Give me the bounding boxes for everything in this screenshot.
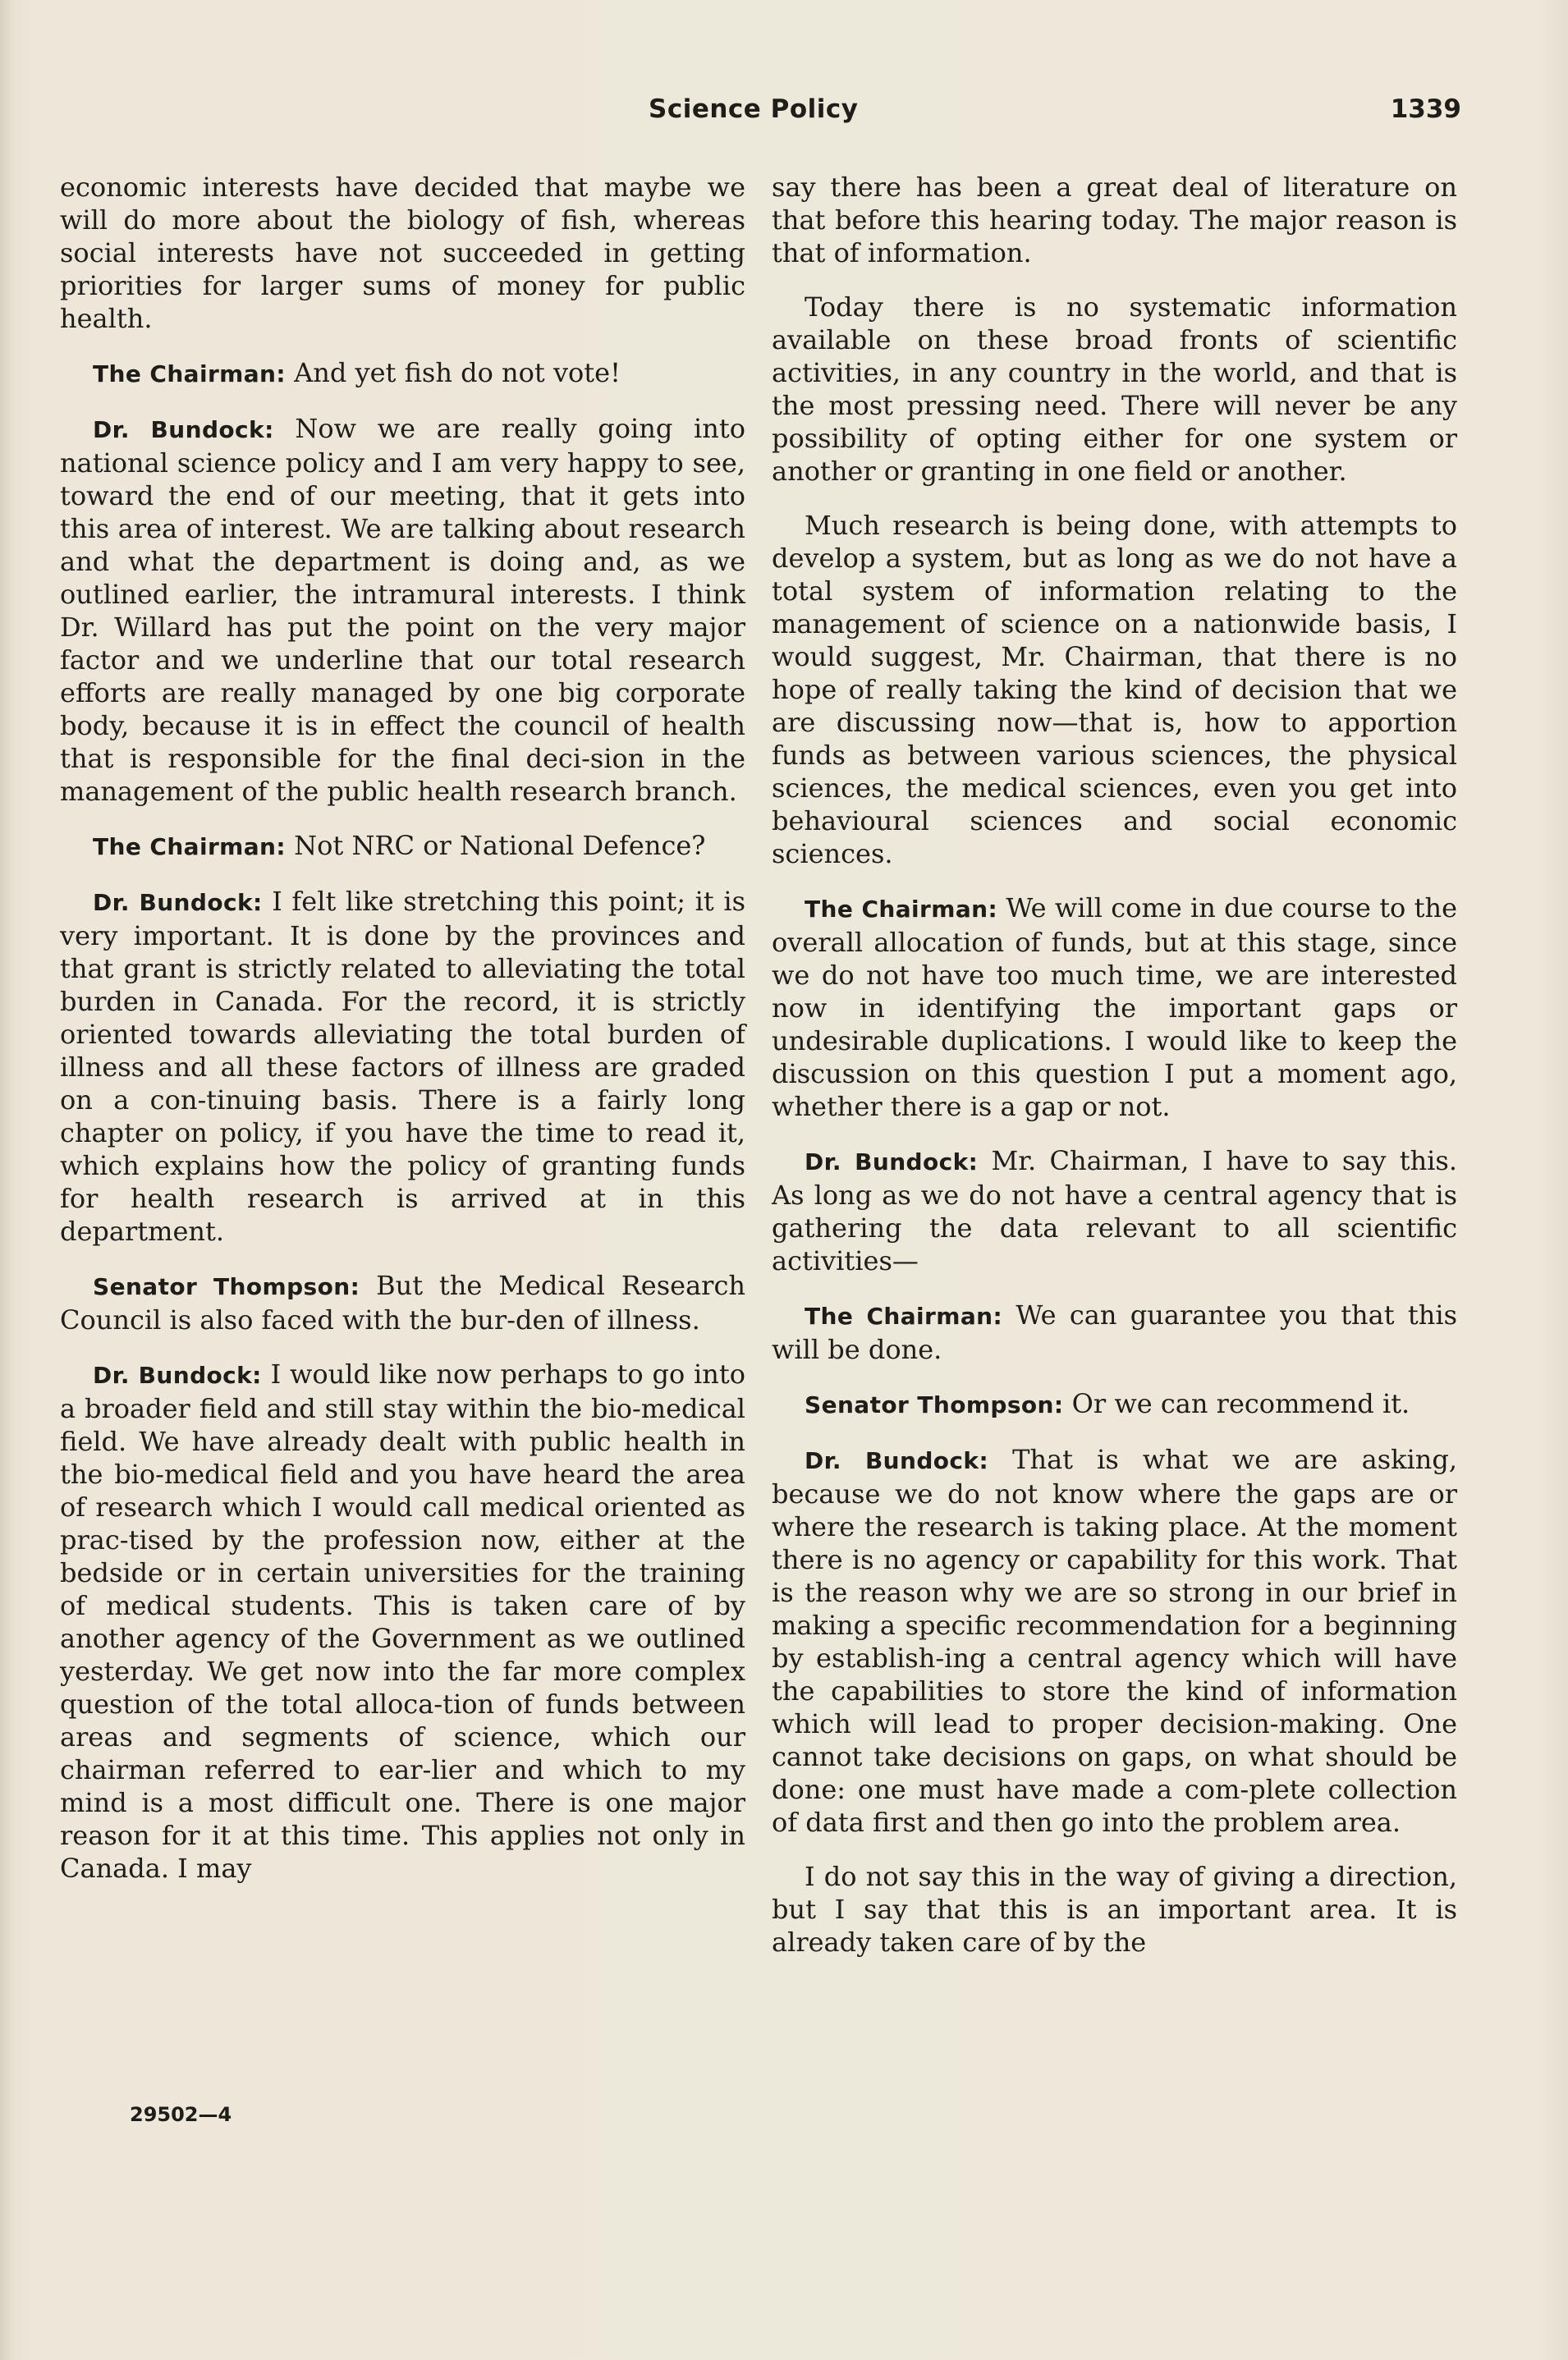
- speaker-label: Dr. Bundock:: [93, 889, 263, 916]
- speaker-label: Dr. Bundock:: [805, 1447, 989, 1474]
- paragraph: [772, 1387, 1457, 1422]
- speaker-label: The Chairman:: [93, 360, 286, 387]
- left-column: [60, 171, 745, 1906]
- footer-code: 29502—4: [130, 2103, 232, 2126]
- paragraph: [60, 412, 745, 808]
- page-number: 1339: [1390, 94, 1461, 124]
- paragraph-text: That is what we are asking, because we do not know where the gaps are or where the research is taking place. At the moment there is no agency or capability for this work. That is the reason why we are so strong in our brief in making a specific recommendation for a beginning by establish-ing a central agency which will have the capabilities to store the kind of information which will lead to proper decision-making. One cannot take decisions on gaps, on what should be done: one must have made a com-plete collection of data first and then go into the problem area.: [772, 1444, 1458, 1838]
- speaker-label: The Chairman:: [93, 833, 286, 860]
- paragraph: [772, 1860, 1457, 1959]
- paragraph: [772, 891, 1457, 1123]
- paragraph-text: Not NRC or National Defence?: [294, 830, 706, 861]
- paragraph: [60, 1269, 745, 1336]
- paragraph-text: But the Medical Research Council is also faced with the bur-den of illness.: [60, 1270, 746, 1336]
- paragraph-text: We can guarantee you that this will be done.: [772, 1299, 1458, 1365]
- speaker-label: Senator Thompson:: [805, 1391, 1064, 1418]
- speaker-label: Senator Thompson:: [93, 1273, 360, 1300]
- paragraph-text: Much research is being done, with attempts to develop a system, but as long as we do not have a total system of information relating to the management of science on a nationwide basis, I would suggest, Mr. Chairman, that there is no hope of really taking the kind of decision that we are discussing now—that is, how to apportion funds as between various sciences, the physical sciences, the medical sciences, even you get into behavioural sciences and social economic sciences.: [772, 510, 1457, 869]
- paragraph: [60, 829, 745, 864]
- paragraph-text: I would like now perhaps to go into a broader field and still stay within the bio-medical field. We have already dealt with public health in the bio-medical field and you have heard the area of research which I would call medical oriented as prac-tised by the profession now, either at the bedside or in certain universities for the training of medical students. This is taken care of by another agency of the Government as we outlined yesterday. We get now into the far more complex question of the total alloca-tion of funds between areas and segments of science, which our chairman referred to ear-lier and which to my mind is a most difficult one. There is one major reason for it at this time. This applies not only in Canada. I may: [60, 1359, 745, 1884]
- right-column: [772, 171, 1457, 1980]
- paragraph-text: I felt like stretching this point; it is very important. It is done by the provinces and that grant is strictly related to alleviating the total burden in Canada. For the record, it is strictly oriented towards alleviating the total burden of illness and all these factors of illness are graded on a con-tinuing basis. There is a fairly long chapter on policy, if you have the time to read it, which explains how the policy of granting funds for health research is arrived at in this department.: [60, 886, 746, 1247]
- paragraph-text: Now we are really going into national science policy and I am very happy to see, toward the end of our meeting, that it gets into this area of interest. We are talking about research and what the department is doing and, as we outlined earlier, the intramural interests. I think Dr. Willard has put the point on the very major factor and we underline that our total research efforts are really managed by one big corporate body, because it is in effect the council of health that is responsible for the final deci-sion in the management of the public health research branch.: [60, 413, 745, 807]
- speaker-label: Dr. Bundock:: [805, 1148, 979, 1175]
- paragraph: [772, 1299, 1457, 1366]
- speaker-label: Dr. Bundock:: [93, 416, 274, 443]
- speaker-label: The Chairman:: [805, 896, 998, 923]
- paragraph-text: economic interests have decided that maybe we will do more about the biology of fish, whereas social interests have not succeeded in getting priorities for larger sums of money for public health.: [60, 172, 745, 334]
- paragraph: [772, 509, 1457, 870]
- paragraph-text: Mr. Chairman, I have to say this. As long as we do not have a central agency that is gathering the data relevant to all scientific activities—: [772, 1145, 1458, 1276]
- page-header: [649, 94, 1461, 135]
- paragraph-text: And yet fish do not vote!: [294, 357, 621, 388]
- paragraph: [60, 885, 745, 1248]
- paragraph-text: Or we can recommend it.: [1071, 1388, 1410, 1419]
- paragraph: [772, 1144, 1457, 1277]
- paragraph-text: Today there is no systematic information available on these broad fronts of scientific activities, in any country in the world, and that is the most pressing need. There will never be any possibility of opting either for one system or another or granting in one field or another.: [772, 291, 1457, 487]
- paragraph-text: We will come in due course to the overall allocation of funds, but at this stage, since we do not have too much time, we are interested now in identifying the important gaps or undesirable duplications. I would like to keep the discussion on this question I put a moment ago, whether there is a gap or not.: [772, 892, 1458, 1122]
- paragraph: [772, 291, 1457, 488]
- paragraph-text: say there has been a great deal of literature on that before this hearing today. The major reason is that of information.: [772, 172, 1457, 268]
- binding-edge: [0, 0, 15, 2360]
- speaker-label: The Chairman:: [805, 1303, 1003, 1330]
- paragraph: [772, 171, 1457, 269]
- paragraph: [60, 1358, 745, 1885]
- paragraph: [772, 1443, 1457, 1839]
- paragraph: [60, 356, 745, 391]
- running-title: Science Policy: [649, 94, 859, 124]
- paragraph: [60, 171, 745, 335]
- paragraph-text: I do not say this in the way of giving a direction, but I say that this is an important area. It is already taken care of by the: [772, 1861, 1457, 1958]
- speaker-label: Dr. Bundock:: [93, 1362, 262, 1389]
